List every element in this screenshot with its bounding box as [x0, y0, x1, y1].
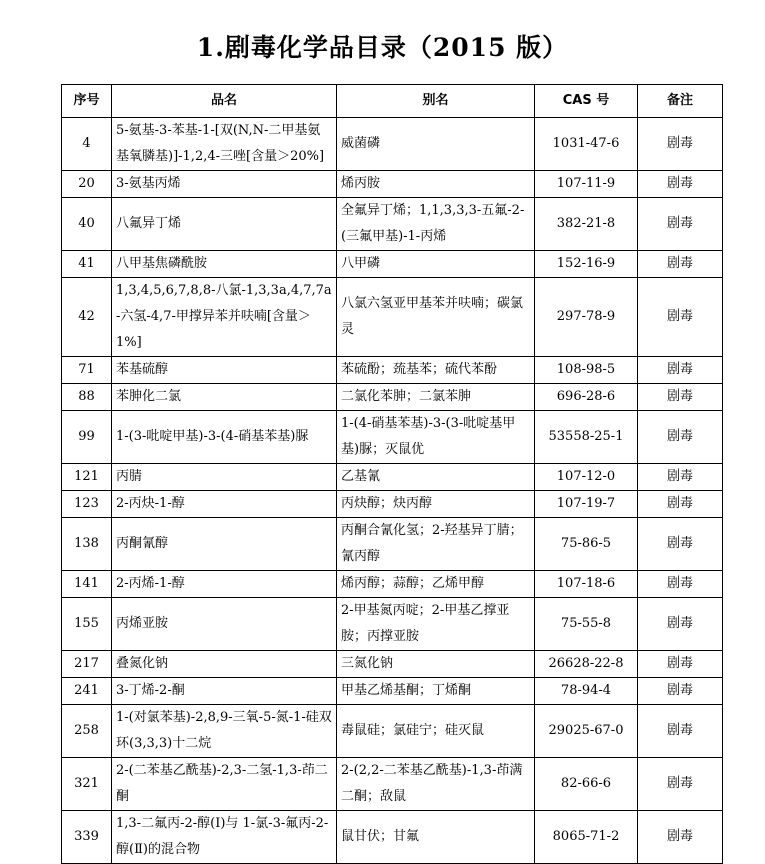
cell-note: 剧毒: [638, 251, 723, 278]
toxic-chemicals-table: [61, 84, 723, 864]
cell-name: 叠氮化钠: [112, 651, 337, 678]
cell-seq: 155: [62, 598, 112, 651]
cell-seq: 71: [62, 357, 112, 384]
cell-alias: 1-(4-硝基苯基)-3-(3-吡啶基甲基)脲；灭鼠优: [337, 411, 535, 464]
cell-name: 八氟异丁烯: [112, 198, 337, 251]
cell-cas: 107-11-9: [535, 171, 638, 198]
cell-cas: 8065-71-2: [535, 811, 638, 864]
cell-note: 剧毒: [638, 278, 723, 357]
cell-name: 1,3,4,5,6,7,8,8-八氯-1,3,3a,4,7,7a-六氢-4,7-甲撑异苯并呋喃[含量＞1%]: [112, 278, 337, 357]
cell-alias: 三氮化钠: [337, 651, 535, 678]
cell-seq: 141: [62, 571, 112, 598]
cell-cas: 297-78-9: [535, 278, 638, 357]
cell-note: 剧毒: [638, 411, 723, 464]
cell-note: 剧毒: [638, 198, 723, 251]
table-row: [62, 571, 723, 598]
cell-cas: 382-21-8: [535, 198, 638, 251]
table-row: [62, 678, 723, 705]
cell-cas: 26628-22-8: [535, 651, 638, 678]
header-name: 品名: [112, 85, 337, 118]
cell-name: 1-(3-吡啶甲基)-3-(4-硝基苯基)脲: [112, 411, 337, 464]
cell-seq: 20: [62, 171, 112, 198]
cell-alias: 丙炔醇；炔丙醇: [337, 491, 535, 518]
cell-alias: 八甲磷: [337, 251, 535, 278]
table-row: [62, 278, 723, 357]
cell-note: 剧毒: [638, 678, 723, 705]
cell-name: 5-氨基-3-苯基-1-[双(N,N-二甲基氨基氧膦基)]-1,2,4-三唑[含量＞20%]: [112, 118, 337, 171]
cell-alias: 乙基氰: [337, 464, 535, 491]
table-row: [62, 705, 723, 758]
cell-seq: 40: [62, 198, 112, 251]
cell-note: 剧毒: [638, 758, 723, 811]
cell-alias: 烯丙胺: [337, 171, 535, 198]
cell-note: 剧毒: [638, 651, 723, 678]
cell-cas: 75-86-5: [535, 518, 638, 571]
cell-note: 剧毒: [638, 357, 723, 384]
cell-name: 3-氨基丙烯: [112, 171, 337, 198]
cell-cas: 108-98-5: [535, 357, 638, 384]
cell-note: 剧毒: [638, 598, 723, 651]
table-header-row: [62, 85, 723, 118]
cell-seq: 88: [62, 384, 112, 411]
cell-name: 1-(对氯苯基)-2,8,9-三氧-5-氮-1-硅双环(3,3,3)十二烷: [112, 705, 337, 758]
header-cas: CAS 号: [535, 85, 638, 118]
cell-seq: 41: [62, 251, 112, 278]
cell-note: 剧毒: [638, 811, 723, 864]
cell-name: 八甲基焦磷酰胺: [112, 251, 337, 278]
cell-note: 剧毒: [638, 171, 723, 198]
cell-seq: 138: [62, 518, 112, 571]
cell-alias: 苯硫酚；巯基苯；硫代苯酚: [337, 357, 535, 384]
cell-alias: 二氯化苯胂；二氯苯胂: [337, 384, 535, 411]
cell-cas: 1031-47-6: [535, 118, 638, 171]
table-row: [62, 464, 723, 491]
cell-seq: 339: [62, 811, 112, 864]
table-row: [62, 651, 723, 678]
cell-cas: 107-19-7: [535, 491, 638, 518]
table-row: [62, 491, 723, 518]
table-row: [62, 598, 723, 651]
page-title: 1.剧毒化学品目录（2015 版）: [196, 33, 569, 62]
cell-alias: 2-甲基氮丙啶；2-甲基乙撑亚胺；丙撑亚胺: [337, 598, 535, 651]
cell-alias: 鼠甘伏；甘氟: [337, 811, 535, 864]
cell-seq: 121: [62, 464, 112, 491]
cell-alias: 八氯六氢亚甲基苯并呋喃；碳氯灵: [337, 278, 535, 357]
cell-name: 丙烯亚胺: [112, 598, 337, 651]
cell-cas: 29025-67-0: [535, 705, 638, 758]
cell-note: 剧毒: [638, 518, 723, 571]
cell-alias: 烯丙醇；蒜醇；乙烯甲醇: [337, 571, 535, 598]
header-alias: 别名: [337, 85, 535, 118]
cell-cas: 107-12-0: [535, 464, 638, 491]
cell-name: 2-丙烯-1-醇: [112, 571, 337, 598]
table-row: [62, 357, 723, 384]
table-row: [62, 171, 723, 198]
cell-cas: 107-18-6: [535, 571, 638, 598]
cell-cas: 53558-25-1: [535, 411, 638, 464]
cell-note: 剧毒: [638, 384, 723, 411]
cell-alias: 甲基乙烯基酮；丁烯酮: [337, 678, 535, 705]
header-note: 备注: [638, 85, 723, 118]
cell-cas: 75-55-8: [535, 598, 638, 651]
table-row: [62, 251, 723, 278]
cell-seq: 258: [62, 705, 112, 758]
cell-name: 苯基硫醇: [112, 357, 337, 384]
cell-cas: 152-16-9: [535, 251, 638, 278]
cell-alias: 丙酮合氰化氢；2-羟基异丁腈；氰丙醇: [337, 518, 535, 571]
cell-name: 苯胂化二氯: [112, 384, 337, 411]
cell-note: 剧毒: [638, 118, 723, 171]
cell-note: 剧毒: [638, 571, 723, 598]
table-row: [62, 518, 723, 571]
cell-cas: 696-28-6: [535, 384, 638, 411]
cell-seq: 99: [62, 411, 112, 464]
cell-name: 2-丙炔-1-醇: [112, 491, 337, 518]
cell-name: 丙酮氰醇: [112, 518, 337, 571]
cell-name: 丙腈: [112, 464, 337, 491]
table-row: [62, 811, 723, 864]
cell-name: 3-丁烯-2-酮: [112, 678, 337, 705]
header-seq: 序号: [62, 85, 112, 118]
cell-seq: 4: [62, 118, 112, 171]
table-row: [62, 758, 723, 811]
cell-seq: 321: [62, 758, 112, 811]
cell-note: 剧毒: [638, 464, 723, 491]
table-row: [62, 384, 723, 411]
cell-note: 剧毒: [638, 491, 723, 518]
cell-cas: 82-66-6: [535, 758, 638, 811]
cell-alias: 全氟异丁烯；1,1,3,3,3-五氟-2-(三氟甲基)-1-丙烯: [337, 198, 535, 251]
cell-seq: 217: [62, 651, 112, 678]
cell-alias: 毒鼠硅；氯硅宁；硅灭鼠: [337, 705, 535, 758]
cell-seq: 241: [62, 678, 112, 705]
cell-name: 1,3-二氟丙-2-醇(Ⅰ)与 1-氯-3-氟丙-2-醇(Ⅱ)的混合物: [112, 811, 337, 864]
cell-name: 2-(二苯基乙酰基)-2,3-二氢-1,3-茚二酮: [112, 758, 337, 811]
table-row: [62, 411, 723, 464]
table-row: [62, 118, 723, 171]
cell-cas: 78-94-4: [535, 678, 638, 705]
cell-alias: 2-(2,2-二苯基乙酰基)-1,3-茚满二酮；敌鼠: [337, 758, 535, 811]
cell-alias: 威菌磷: [337, 118, 535, 171]
table-row: [62, 198, 723, 251]
cell-seq: 42: [62, 278, 112, 357]
cell-seq: 123: [62, 491, 112, 518]
cell-note: 剧毒: [638, 705, 723, 758]
